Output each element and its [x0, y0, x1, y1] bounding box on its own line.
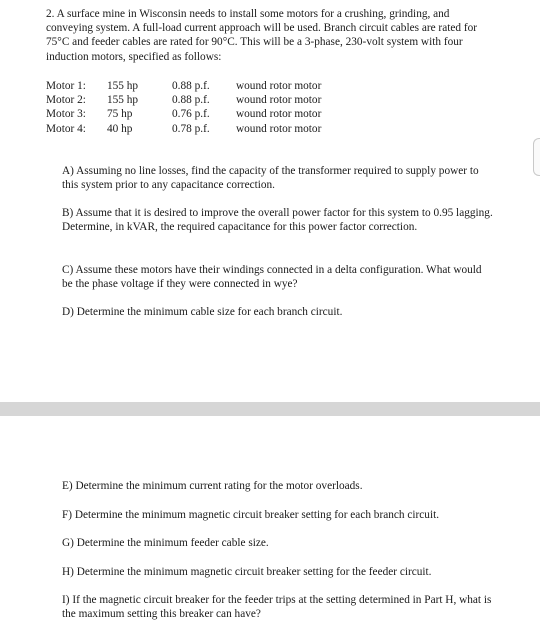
motor-spec-table: [46, 79, 321, 136]
motor-name: Motor 2:: [46, 94, 86, 107]
question-b: B) Assume that it is desired to improve the overall power factor for this system to 0.95 lagging. Determine, in kVAR, the required capacitance for this power factor correction.: [62, 207, 493, 234]
question-a: A) Assuming no line losses, find the capacity of the transformer required to supply power to this system prior to any capacitance correction.: [62, 165, 479, 192]
motor-row: [46, 107, 321, 121]
motor-power-factor: 0.78 p.f.: [172, 122, 210, 135]
motor-row: [46, 93, 321, 107]
motor-name: Motor 1:: [46, 80, 86, 92]
question-f: F) Determine the minimum magnetic circuit breaker setting for each branch circuit.: [62, 509, 440, 521]
question-h: H) Determine the minimum magnetic circuit breaker setting for the feeder circuit.: [62, 566, 432, 578]
motor-name: Motor 3:: [46, 108, 86, 121]
question-e: E) Determine the minimum current rating for the motor overloads.: [62, 480, 363, 492]
problem-intro: 2. A surface mine in Wisconsin needs to install some motors for a crushing, grinding, and conveying system. A full-load current approach will be used. Branch circuit cables are rated for 75°C and feeder cables are rated for 90°C. This will be a 3-phase, 230-volt system with four induction motors, specified as follows:: [46, 8, 478, 63]
motor-type: wound rotor motor: [236, 94, 322, 107]
question-d: D) Determine the minimum cable size for each branch circuit.: [62, 306, 343, 318]
motor-power-factor: 0.76 p.f.: [172, 108, 210, 121]
motor-power-factor: 0.88 p.f.: [172, 80, 210, 92]
motor-horsepower: 75 hp: [107, 108, 133, 121]
motor-horsepower: 155 hp: [107, 80, 139, 92]
scroll-handle[interactable]: [533, 138, 540, 176]
motor-type: wound rotor motor: [236, 122, 322, 135]
motor-power-factor: 0.88 p.f.: [172, 94, 210, 107]
motor-row: [46, 122, 321, 136]
question-i: I) If the magnetic circuit breaker for the feeder trips at the setting determined in Part H, what is the maximum setting this breaker can have?: [62, 594, 492, 621]
motor-type: wound rotor motor: [236, 80, 322, 92]
question-g: G) Determine the minimum feeder cable size.: [62, 537, 269, 549]
page-divider: [0, 402, 540, 416]
motor-row: [46, 79, 321, 93]
motor-type: wound rotor motor: [236, 108, 322, 121]
motor-horsepower: 40 hp: [107, 122, 133, 135]
motor-name: Motor 4:: [46, 122, 86, 135]
motor-horsepower: 155 hp: [107, 94, 139, 107]
question-c: C) Assume these motors have their windings connected in a delta configuration. What would be the phase voltage if they were connected in wye?: [62, 264, 482, 291]
